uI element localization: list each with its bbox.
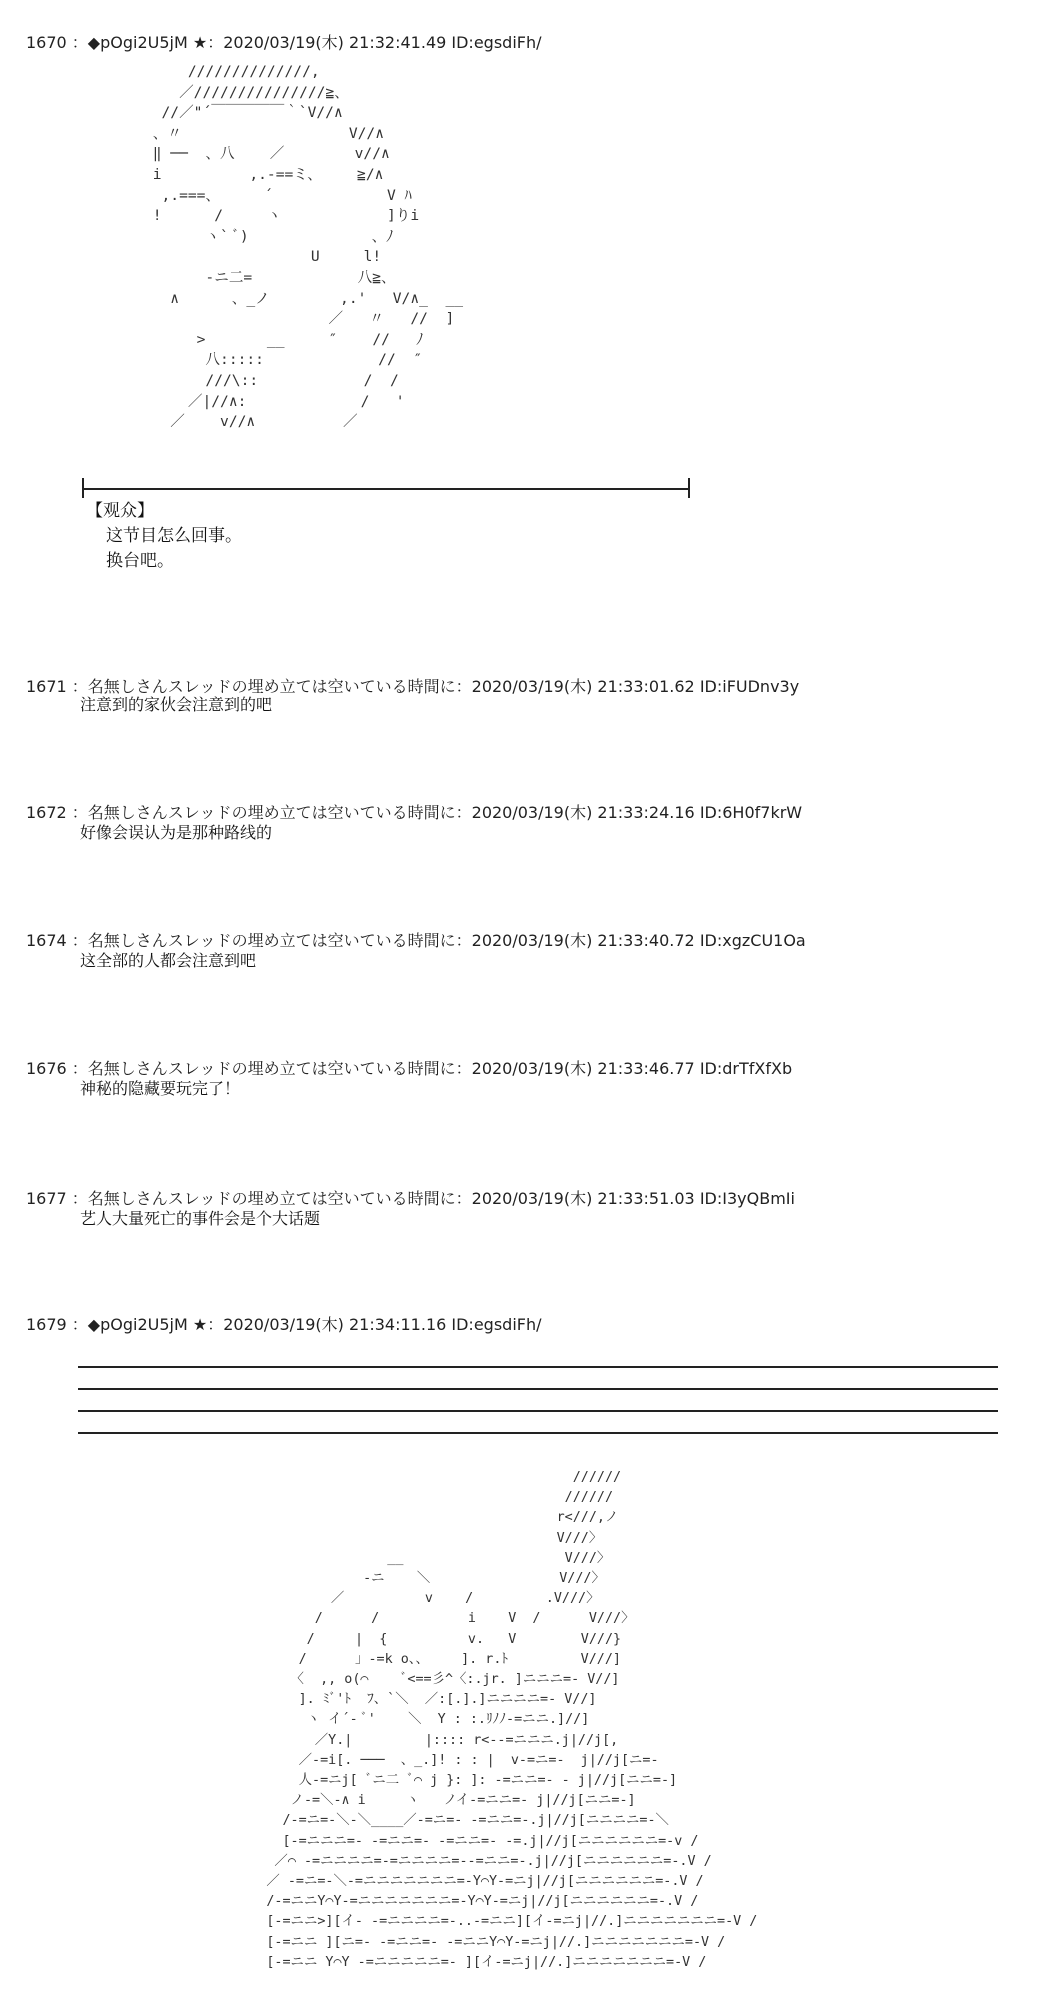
post-header: 1676 ：名無しさんスレッドの埋め立ては空いている時間に：2020/03/19(木) 21:33:46.77 ID:drTfXfXb xyxy=(26,1059,793,1078)
dialogue-line: 换台吧。 xyxy=(106,551,174,571)
post-header: 1671 ：名無しさんスレッドの埋め立ては空いている時間に：2020/03/19(木) 21:33:01.62 ID:iFUDnv3y xyxy=(26,677,800,696)
post-header: 1679 ：◆pOgi2U5jM ★：2020/03/19(木) 21:34:11.16 ID:egsdiFh/ xyxy=(26,1315,542,1334)
scene-line xyxy=(78,1410,998,1412)
post-body: 注意到的家伙会注意到的吧 xyxy=(80,695,273,714)
post-header: 1670 ：◆pOgi2U5jM ★：2020/03/19(木) 21:32:41.49 ID:egsdiFh/ xyxy=(26,33,542,52)
dialogue-speaker: 【观众】 xyxy=(86,501,154,521)
post-body: 艺人大量死亡的事件会是个大话题 xyxy=(80,1209,321,1228)
stage-line-right-tick xyxy=(688,478,690,498)
scene-line xyxy=(78,1388,998,1390)
stage-line xyxy=(82,488,690,490)
scene-line xyxy=(78,1366,998,1368)
post-body: 神秘的隐藏要玩完了！ xyxy=(80,1079,241,1098)
post-header: 1674 ：名無しさんスレッドの埋め立ては空いている時間に：2020/03/19(木) 21:33:40.72 ID:xgzCU1Oa xyxy=(26,931,806,950)
scene-line xyxy=(78,1432,998,1434)
ascii-art: ////// ////// r<///,ノ V///〉 __ V///〉 -ニ ＼ V///〉 ／ v / .V///〉 / / i V / V///〉 / | { v. V V///} / 」-=k o、、 ]. r.ﾄ V///] 〈 ,, o(⌒ ﾞ<==彡^〈:.jr. ]ニニニ=- V//] ]. ﾐﾞ'ﾄ ﾌ、`＼ ／:[.].]ニニニニ=- V//] ヽ イ´- ﾞ' ＼ Y : :.ﾘﾉﾉ-=ニニ.]//] ／Y.| |:::: r<--=ニニニ.j|//j[, ／-=i[. ─── 、_.]! : : | v-=ニ=- j|//j[ニ=- 人-=ニj[ ﾞニ二 ﾞ⌒ j }: ]: -=ニニ=- - j|//j[ニニ=-] ノ-=＼-∧ i ヽ ノイ-=ニニ=- j|//j[ニニ=-] /-=ニ=-＼-＼____／-=ニ=- -=ニニ=-.j|//j[ニニニニ=-＼ [-=ニニニ=- -=ニニ=- -=ニニ=- -=.j|//j[ニニニニニニ=-v / ／⌒ -=ニニニニ=-=ニニニニ=--=ニニ=-.j|//j[ニニニニニニ=-.V / ／ -=ニ=-＼-=ニニニニニニニ=-Y⌒Y-=ニj|//j[ニニニニニニ=-.V / /-=ニニY⌒Y-=ニニニニニニニ=-Y⌒Y-=ニj|//j[ニニニニニニ=-.V / [-=ニニ>][イ- -=ニニニニ=-..-=ニニ][イ-=ニj|//.]ニニニニニニニ=-V / [-=ニニ ][ニ=- -=ニニ=- -=ニニY⌒Y-=ニj|//.]ニニニニニニニ=-V / [-=ニニ Y⌒Y -=ニニニニニ=- ][イ-=ニj|//.]ニニニニニニニ=-V / xyxy=(266,1470,758,1970)
ascii-art: //////////////, ／///////////////≧、 //／"´￣￣￣￣￣｀`V//∧ 、〃 V//∧ ‖ ── 、八 ／ v//∧ i ,.-==ミ、 ≧/∧ ,.===、 ´ V ﾊ ! / ヽ ]りi ヽ` ﾞ) 、ﾉ U l! ‐ニ二= 八≧、 ∧ 、_ノ ,.' V/∧_ __ ／ 〃 // ] > __ ″ // ﾉ 八::::: // ″ ///\:: / / ／|//∧: / ' ／ v//∧ ／ xyxy=(152,63,464,431)
post-body: 好像会误认为是那种路线的 xyxy=(80,823,273,842)
dialogue-line: 这节目怎么回事。 xyxy=(106,526,242,546)
post-header: 1677 ：名無しさんスレッドの埋め立ては空いている時間に：2020/03/19(木) 21:33:51.03 ID:I3yQBmIi xyxy=(26,1189,795,1208)
stage-line-left-tick xyxy=(82,478,84,498)
post-body: 这全部的人都会注意到吧 xyxy=(80,951,257,970)
post-header: 1672 ：名無しさんスレッドの埋め立ては空いている時間に：2020/03/19(木) 21:33:24.16 ID:6H0f7krW xyxy=(26,803,803,822)
